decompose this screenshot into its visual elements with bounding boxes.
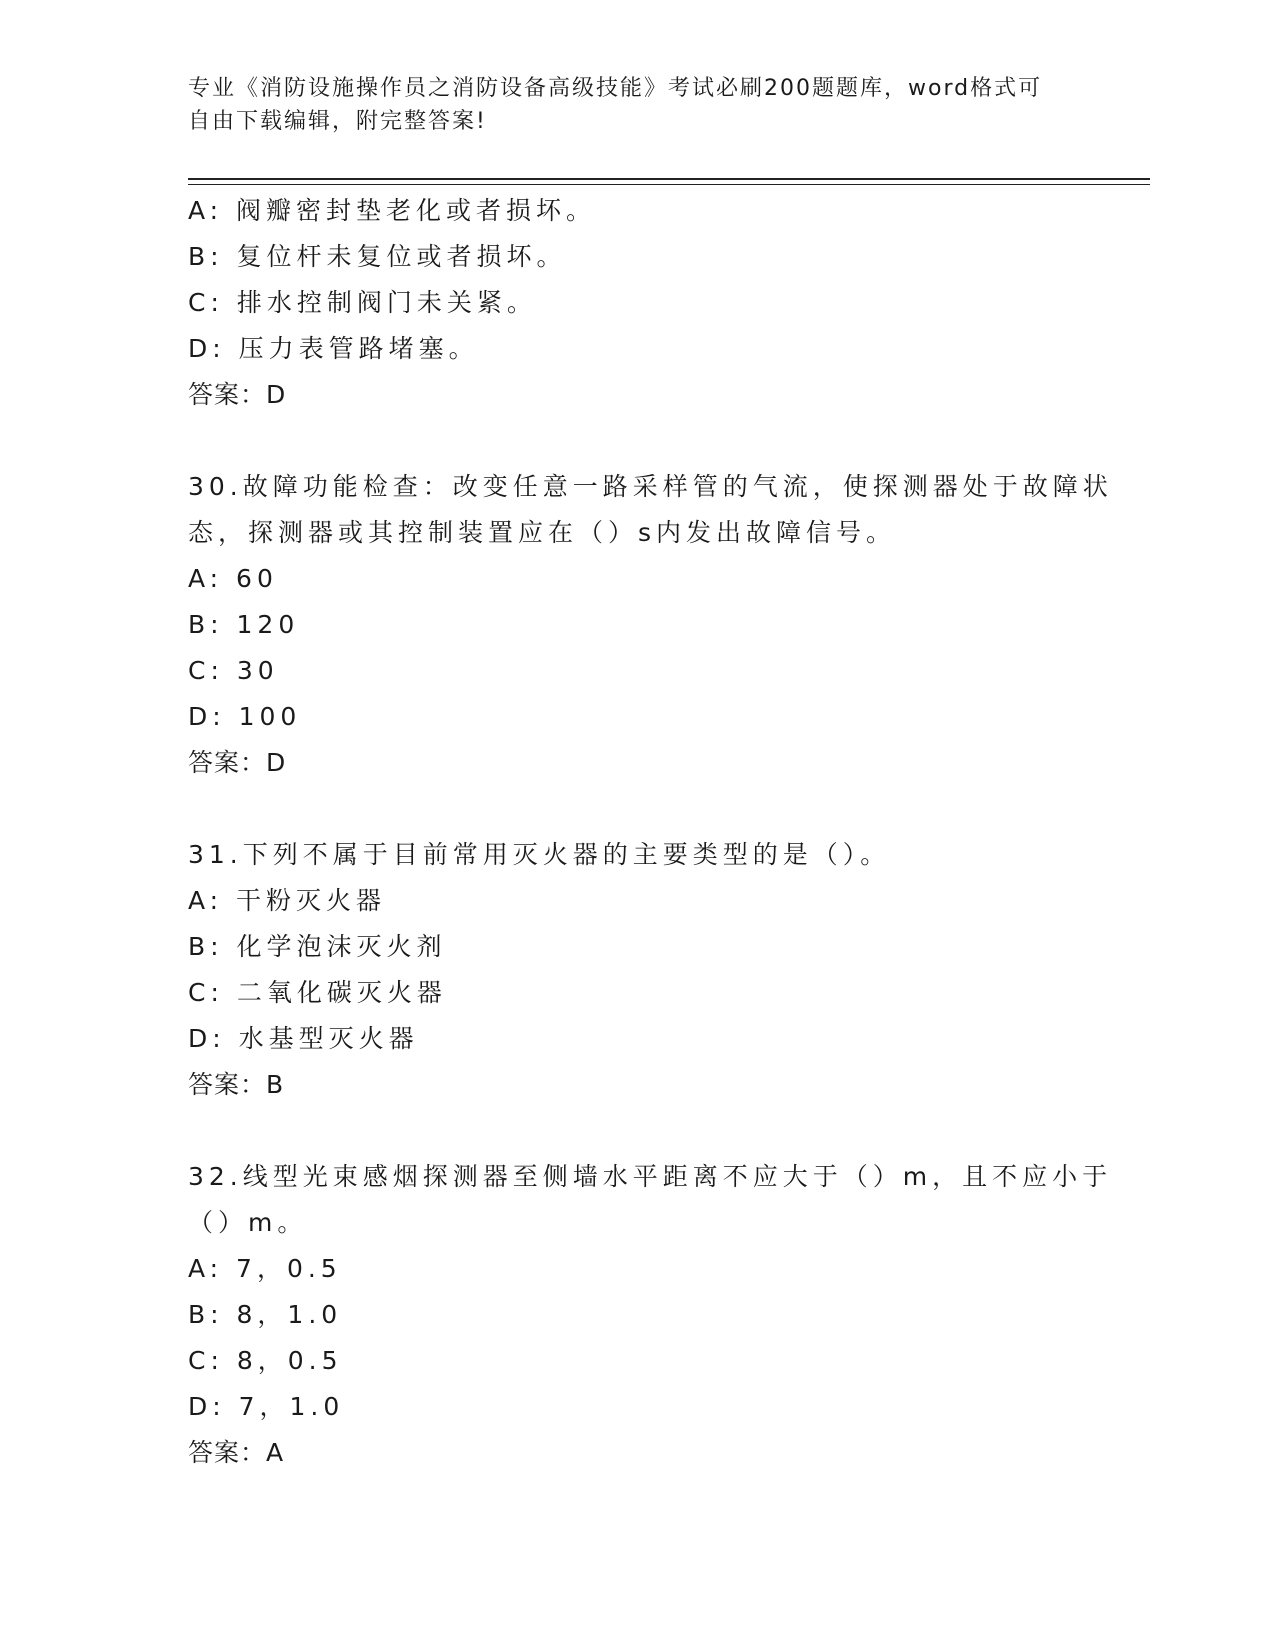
answer-text: 答案：D xyxy=(188,748,287,777)
option-a: A: 7，0.5 xyxy=(188,1254,342,1283)
question-stem-continued: （）m。 xyxy=(188,1208,308,1237)
option-b: B: 化学泡沫灭火剂 xyxy=(188,932,447,961)
spacer xyxy=(188,418,1088,464)
answer-text: 答案：D xyxy=(188,380,287,409)
question-stem: 31.下列不属于目前常用灭火器的主要类型的是（）。 xyxy=(188,840,891,869)
header-line-1: 专业《消防设施操作员之消防设备高级技能》考试必刷200题题库，word格式可 xyxy=(188,76,1043,101)
option-b: B: 8，1.0 xyxy=(188,1300,343,1329)
header-line-2: 自由下载编辑，附完整答案! xyxy=(188,109,487,134)
option-a: A: 阀瓣密封垫老化或者损坏。 xyxy=(188,196,597,225)
option-d: D: 100 xyxy=(188,702,302,731)
spacer xyxy=(188,786,1088,832)
option-b: B: 复位杆未复位或者损坏。 xyxy=(188,242,567,271)
option-c: C: 8，0.5 xyxy=(188,1346,343,1375)
answer-text: 答案：A xyxy=(188,1438,285,1467)
option-c: C: 排水控制阀门未关紧。 xyxy=(188,288,537,317)
question-stem: 30.故障功能检查：改变任意一路采样管的气流，使探测器处于故障状 xyxy=(188,472,1113,501)
answer-text: 答案：B xyxy=(188,1070,285,1099)
question-31 xyxy=(188,832,1088,1108)
option-c: C: 二氧化碳灭火器 xyxy=(188,978,447,1007)
question-32 xyxy=(188,1154,1113,1476)
option-d: D: 压力表管路堵塞。 xyxy=(188,334,479,363)
option-a: A: 干粉灭火器 xyxy=(188,886,387,915)
header-divider-thin xyxy=(188,184,1150,185)
question-stem: 32.线型光束感烟探测器至侧墙水平距离不应大于（）m，且不应小于 xyxy=(188,1162,1113,1191)
option-b: B: 120 xyxy=(188,610,300,639)
option-d: D: 水基型灭火器 xyxy=(188,1024,419,1053)
question-stem-continued: 态，探测器或其控制装置应在（）s内发出故障信号。 xyxy=(188,518,897,547)
question-list xyxy=(188,188,1113,1476)
option-c: C: 30 xyxy=(188,656,279,685)
spacer xyxy=(188,1108,1088,1154)
header-divider-thick xyxy=(188,178,1150,180)
question-29 xyxy=(188,188,1088,418)
option-d: D: 7，1.0 xyxy=(188,1392,345,1421)
question-30 xyxy=(188,464,1113,786)
option-a: A: 60 xyxy=(188,564,278,593)
document-header xyxy=(188,72,1088,138)
